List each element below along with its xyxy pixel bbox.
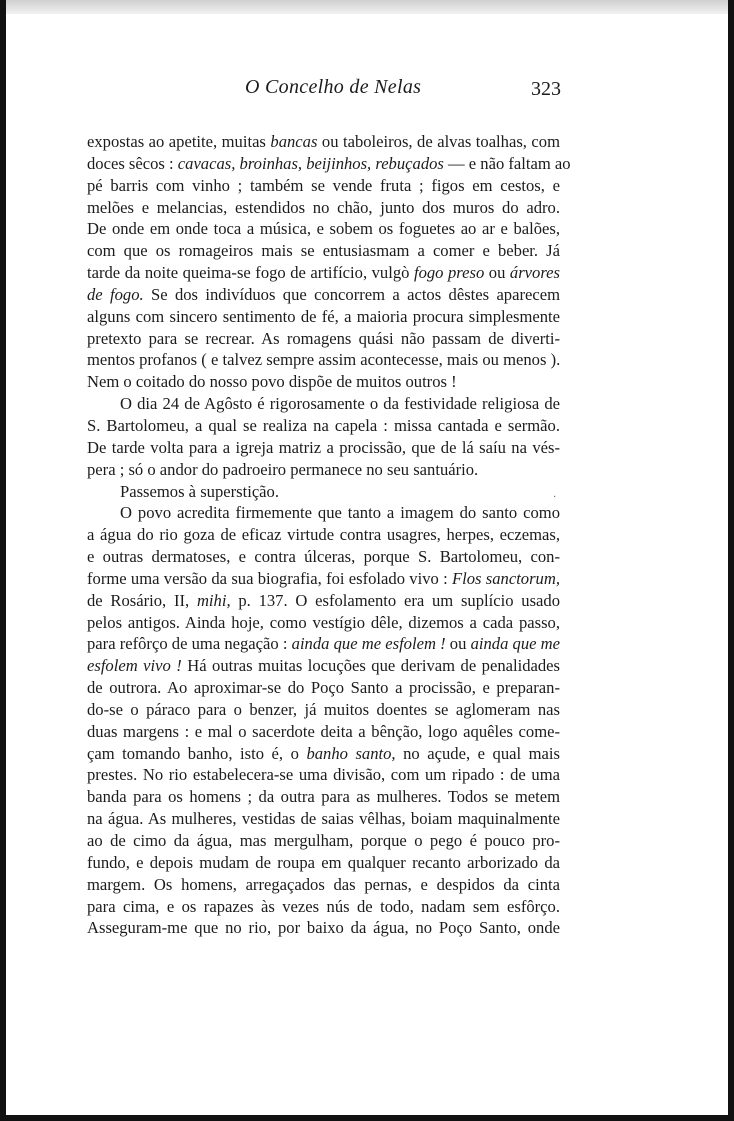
page-number: 323 [531,78,561,100]
text-line [87,131,560,153]
text-run: mentos profanos ( e talvez sempre assim acontecesse, mais ou menos ). [87,350,561,370]
scan-right-border [728,0,734,1121]
text-run: De onde em onde toca a música, e sobem os foguetes ao ar e balões, [87,219,560,239]
text-line [87,764,560,786]
text-line [87,175,560,197]
text-run: O povo acredita firmemente que tanto a imagem do santo como [120,503,560,523]
text-line [87,415,560,437]
text-run: O dia 24 de Agôsto é rigorosamente o da festividade religiosa de [120,394,560,414]
text-line [87,240,560,262]
text-run: na água. As mulheres, vestidas de saias vêlhas, boiam maquinalmente [87,809,560,829]
running-title: O Concelho de Nelas [245,76,422,98]
text-line [87,481,560,503]
text-line [87,218,560,240]
text-line [87,852,560,874]
speck-mark: · [553,492,557,503]
italic-text: árvores [509,263,560,283]
italic-text: ainda que me esfolem ! [291,634,446,654]
italic-text: banho santo, [306,743,396,763]
text-run: Passemos à superstição. [120,481,279,501]
text-run: Nem o coitado do nosso povo dispõe de muitos outros ! [87,372,457,392]
italic-text: esfolem vivo ! [87,656,182,676]
text-run: prestes. No rio estabelecera-se uma divisão, com um ripado : de uma [87,765,560,785]
italic-text: ainda que me [470,634,560,654]
italic-text: bancas [270,132,318,151]
text-run: e outras dermatoses, e contra úlceras, porque S. Bartolomeu, con- [87,547,560,567]
text-run: com que os romageiros mais se entusiasmam a comer e beber. Já [87,241,560,261]
text-line [87,808,560,830]
text-line [87,743,560,765]
text-run: no açude, e qual mais [395,743,560,763]
text-run: de outrora. Ao aproximar-se do Poço Santo a procissão, e preparan- [87,678,560,698]
text-run: De tarde volta para a igreja matriz a procissão, que de lá saíu na vés- [87,437,560,457]
text-line [87,262,560,284]
text-run: melões e melancias, estendidos no chão, junto dos muros do adro. [87,197,560,217]
text-line [87,568,560,590]
text-line [87,590,560,612]
text-line [87,459,560,481]
text-line [87,699,560,721]
text-run: margem. Os homens, arregaçados das pernas, e despidos da cinta [87,874,560,894]
text-line [87,437,560,459]
text-run: pelos antigos. Ainda hoje, como vestígio dêle, dizemos a cada passo, [87,612,560,632]
text-line [87,197,560,219]
text-line [87,328,560,350]
text-run: S. Bartolomeu, a qual se realiza na capela : missa cantada e sermão. [87,415,560,435]
text-line [87,502,560,524]
text-line [87,677,560,699]
text-line [87,349,560,371]
text-run: para refôrço de uma negação : [87,634,292,654]
text-run: Asseguram-me que no rio, por baixo da água, no Poço Santo, onde [87,918,560,938]
italic-text: Flos sanctorum, [451,568,560,588]
text-run: çam tomando banho, isto é, o [87,743,307,763]
text-line [87,786,560,808]
italic-text: fogo preso [413,263,485,283]
text-line [87,655,560,677]
text-run: de Rosário, II, [87,590,197,610]
text-run: ou taboleiros, de alvas toalhas, com [317,132,560,151]
text-run: doces sêcos : [87,153,178,173]
text-run: fundo, e depois mudam de roupa em qualquer recanto arborizado da [87,852,560,872]
scan-bottom-border [0,1115,734,1121]
text-run: a água do rio goza de eficaz virtude contra usagres, herpes, eczemas, [87,525,560,545]
text-line [87,721,560,743]
text-line [87,612,560,634]
text-line [87,896,560,918]
text-run: pé barris com vinho ; também se vende fruta ; figos em cestos, e [87,175,560,195]
page-header [0,76,734,106]
text-run: do-se o páraco para o benzer, já muitos doentes se aglomeram nas [87,699,560,719]
text-line [87,371,560,393]
text-run: — e não faltam ao [443,153,571,173]
text-line [87,917,560,939]
text-run: expostas ao apetite, muitas [87,132,271,151]
text-line [87,546,560,568]
text-line [87,393,560,415]
text-run: pretexto para se recrear. As romagens quási não passam de diverti- [87,328,560,348]
text-line [87,524,560,546]
text-line [87,153,571,175]
text-run: ao de cimo da água, mas mergulham, porque o pego é pouco pro- [87,831,560,850]
scan-top-edge [0,0,734,14]
text-run: para cima, e os rapazes às vezes nús de todo, nadam sem esfôrço. [87,896,560,916]
italic-text: cavacas, broinhas, beijinhos, rebuçados [177,153,444,173]
text-run: ou [484,263,510,283]
text-run: pera ; só o andor do padroeiro permanece no seu santuário. [87,459,479,479]
text-line [87,830,560,852]
text-run: Se dos indivíduos que concorrem a actos dêstes aparecem [143,284,560,304]
scan-left-border [0,0,6,1121]
text-line [87,874,560,896]
text-run: forme uma versão da sua biografia, foi esfolado vivo : [87,568,452,588]
text-run: p. 137. O esfolamento era um suplício usado [230,590,560,610]
body-text [87,131,571,939]
text-line [87,306,560,328]
text-run: Há outras muitas locuções que derivam de penalidades [181,656,560,676]
text-run: tarde da noite queima-se fogo de artifício, vulgò [87,263,414,283]
text-line [87,633,560,655]
text-run: banda para os homens ; da outra para as mulheres. Todos se metem [87,787,560,807]
italic-text: mihi, [196,590,231,610]
text-line [87,284,560,306]
italic-text: de fogo. [87,284,144,304]
text-run: duas margens : e mal o sacerdote deita a bênção, logo aquêles come- [87,721,560,741]
text-run: ou [445,634,471,654]
text-run: alguns com sincero sentimento de fé, a maioria procura simplesmente [87,306,560,326]
